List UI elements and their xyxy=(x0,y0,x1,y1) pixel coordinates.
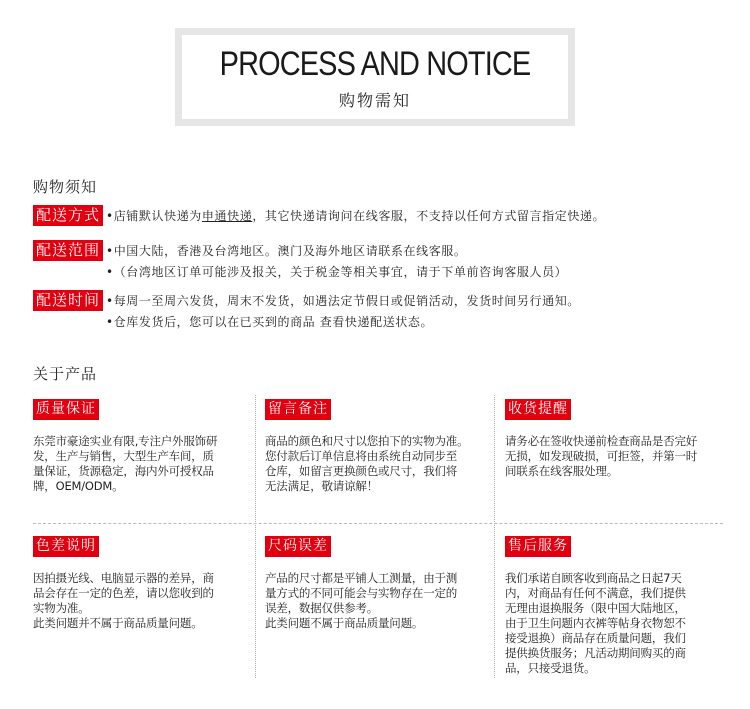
card-label: 留言备注 xyxy=(265,399,331,420)
courier-link[interactable]: 申通快递 xyxy=(201,209,253,223)
delivery-range-text: •中国大陆，香港及台湾地区。澳门及海外地区请联系在线客服。 xyxy=(106,244,467,258)
shopping-heading: 购物须知 xyxy=(33,178,98,196)
card-body xyxy=(265,571,495,631)
card-text-line: 无法满足，敬请谅解！ xyxy=(265,479,378,493)
delivery-method-row xyxy=(33,205,605,226)
card-body xyxy=(265,434,495,494)
delivery-time-note: •仓库发货后，您可以在已买到的商品 查看快递配送状态。 xyxy=(106,315,434,329)
card-text-line: 量保证，货源稳定，海内外可授权品 xyxy=(33,464,214,478)
delivery-method-label: 配送方式 xyxy=(33,205,103,226)
card-text-line: 实物为准。 xyxy=(33,601,90,615)
card-text-line: 无理由退换服务（限中国大陆地区， xyxy=(505,601,686,615)
card-label: 色差说明 xyxy=(33,536,99,557)
delivery-range-label: 配送范围 xyxy=(33,240,103,261)
delivery-range-note: •（台湾地区订单可能涉及报关，关于税金等相关事宜，请于下单前咨询客服人员） xyxy=(106,265,568,279)
card-text-line: 东莞市豪途实业有限,专注户外服饰研 xyxy=(33,434,218,448)
card-text-line: 提供换货服务；凡活动期间购买的商 xyxy=(505,646,686,660)
card-text-line: 间联系在线客服处理。 xyxy=(505,464,618,478)
card-label: 质量保证 xyxy=(33,399,99,420)
card-text-line: 品会存在一定的色差，请以您收到的 xyxy=(33,586,214,600)
card-text-line: 我们承诺自顾客收到商品之日起7天 xyxy=(505,571,682,585)
card-text-line: 接受退换）商品存在质量问题，我们 xyxy=(505,631,686,645)
divider xyxy=(33,523,723,524)
card-text-line: 牌，OEM/ODM。 xyxy=(33,479,124,493)
delivery-range-row xyxy=(33,240,467,261)
card-text-line: 产品的尺寸都是平铺人工测量，由于测 xyxy=(265,571,458,585)
card-text-line: 请务必在签收快递前检查商品是否完好 xyxy=(505,434,698,448)
product-card xyxy=(33,398,263,494)
card-text-line: 商品的颜色和尺寸以您拍下的实物为准。 xyxy=(265,434,469,448)
product-card xyxy=(33,535,263,631)
card-text-line: 此类问题并不属于商品质量问题。 xyxy=(33,616,203,630)
card-label: 收货提醒 xyxy=(505,399,571,420)
product-heading: 关于产品 xyxy=(33,365,98,383)
card-body xyxy=(505,434,735,479)
product-card xyxy=(265,398,495,494)
card-label: 售后服务 xyxy=(505,536,571,557)
card-text-line: 此类问题不属于商品质量问题。 xyxy=(265,616,424,630)
header-subtitle: 购物需知 xyxy=(338,91,411,110)
card-text-line: 量方式的不同可能会与实物存在一定的 xyxy=(265,586,458,600)
delivery-method-text: •店铺默认快递为 xyxy=(106,209,202,223)
card-text-line: 您付款后订单信息将由系统自动同步至 xyxy=(265,449,458,463)
card-body xyxy=(33,434,263,494)
card-text-line: 发，生产与销售，大型生产车间，质 xyxy=(33,449,214,463)
card-text-line: 因拍摄光线、电脑显示器的差异，商 xyxy=(33,571,214,585)
card-text-line: 无损，如发现破损，可拒签，并第一时 xyxy=(505,449,698,463)
card-text-line: 误差，数据仅供参考。 xyxy=(265,601,378,615)
card-text-line: 仓库，如留言更换颜色或尺寸，我们将 xyxy=(265,464,458,478)
card-text-line: 由于卫生问题内衣裤等帖身衣物恕不 xyxy=(505,616,686,630)
delivery-range-row-2 xyxy=(103,263,567,280)
card-text-line: 品，只接受退货。 xyxy=(505,661,596,675)
delivery-time-row-2 xyxy=(103,313,433,330)
delivery-time-label: 配送时间 xyxy=(33,290,103,311)
card-text-line: 内，对商品有任何不满意，我们提供 xyxy=(505,586,686,600)
delivery-method-text-2: ，其它快递请询问在线客服，不支持以任何方式留言指定快递。 xyxy=(252,209,606,223)
card-body xyxy=(505,571,735,676)
card-label: 尺码误差 xyxy=(265,536,331,557)
product-card xyxy=(505,398,735,479)
delivery-time-text: •每周一至周六发货，周末不发货，如遇法定节假日或促销活动，发货时间另行通知。 xyxy=(106,294,580,308)
delivery-time-row xyxy=(33,290,580,311)
card-body xyxy=(33,571,263,631)
header-title: PROCESS AND NOTICE xyxy=(219,45,531,83)
product-card xyxy=(505,535,735,676)
header-box xyxy=(175,28,575,126)
product-card xyxy=(265,535,495,631)
